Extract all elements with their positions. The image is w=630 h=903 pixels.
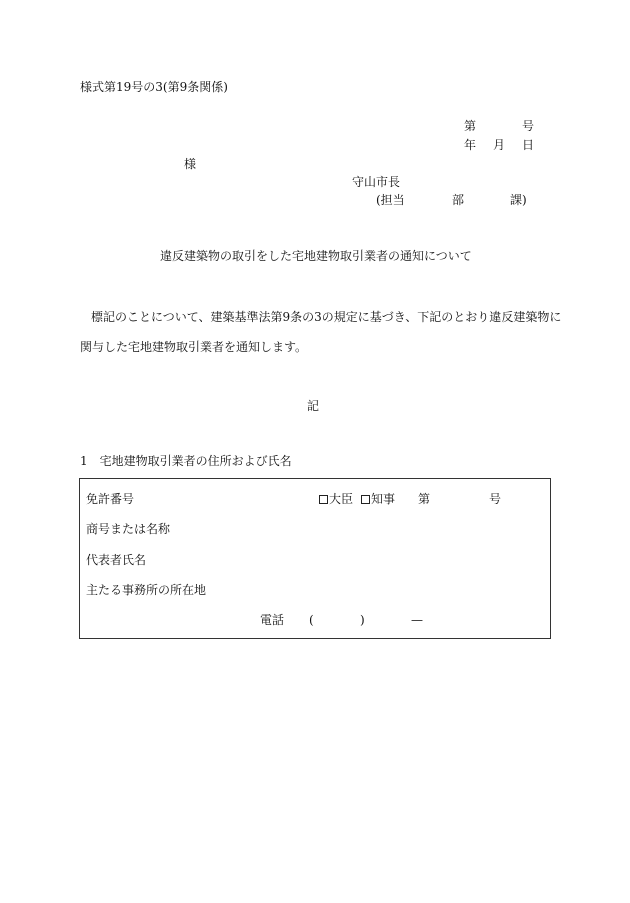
date-month: 月: [493, 138, 506, 152]
date-year: 年: [464, 138, 477, 152]
date-day: 日: [522, 138, 535, 152]
option-governor-label: 知事: [371, 492, 396, 506]
contact-section: 課): [510, 193, 527, 207]
option-minister[interactable]: [319, 492, 353, 506]
ki-mark: 記: [307, 399, 320, 413]
phone-label: 電話: [260, 613, 285, 627]
license-no-prefix: 第: [418, 492, 431, 506]
document-title: 違反建築物の取引をした宅地建物取引業者の通知について: [160, 249, 472, 263]
phone-dash: —: [411, 613, 423, 627]
addressee-suffix: 様: [184, 157, 197, 171]
contact-open: (担当: [376, 193, 405, 207]
form-number: 様式第19号の3(第9条関係): [80, 80, 228, 94]
phone-open-paren: (: [309, 613, 314, 627]
minister-checkbox[interactable]: [319, 495, 328, 504]
phone-close-paren: ): [360, 613, 365, 627]
sender: 守山市長: [352, 175, 401, 189]
doc-number-suffix: 号: [522, 119, 535, 133]
license-no-suffix: 号: [489, 492, 502, 506]
dealer-info-box: [79, 478, 551, 639]
contact-dept: 部: [452, 193, 465, 207]
representative-label: 代表者氏名: [86, 553, 147, 567]
body-line-2: 関与した宅地建物取引業者を通知します。: [80, 340, 308, 354]
license-label: 免許番号: [86, 492, 135, 506]
trade-name-label: 商号または名称: [86, 522, 171, 536]
doc-number-prefix: 第: [464, 119, 477, 133]
body-line-1: 標記のことについて、建築基準法第9条の3の規定に基づき、下記のとおり違反建築物に: [91, 310, 562, 324]
governor-checkbox[interactable]: [361, 495, 370, 504]
option-minister-label: 大臣: [329, 492, 354, 506]
option-governor[interactable]: [361, 492, 395, 506]
section-heading: 1 宅地建物取引業者の住所および氏名: [80, 454, 292, 468]
office-label: 主たる事務所の所在地: [86, 583, 207, 597]
